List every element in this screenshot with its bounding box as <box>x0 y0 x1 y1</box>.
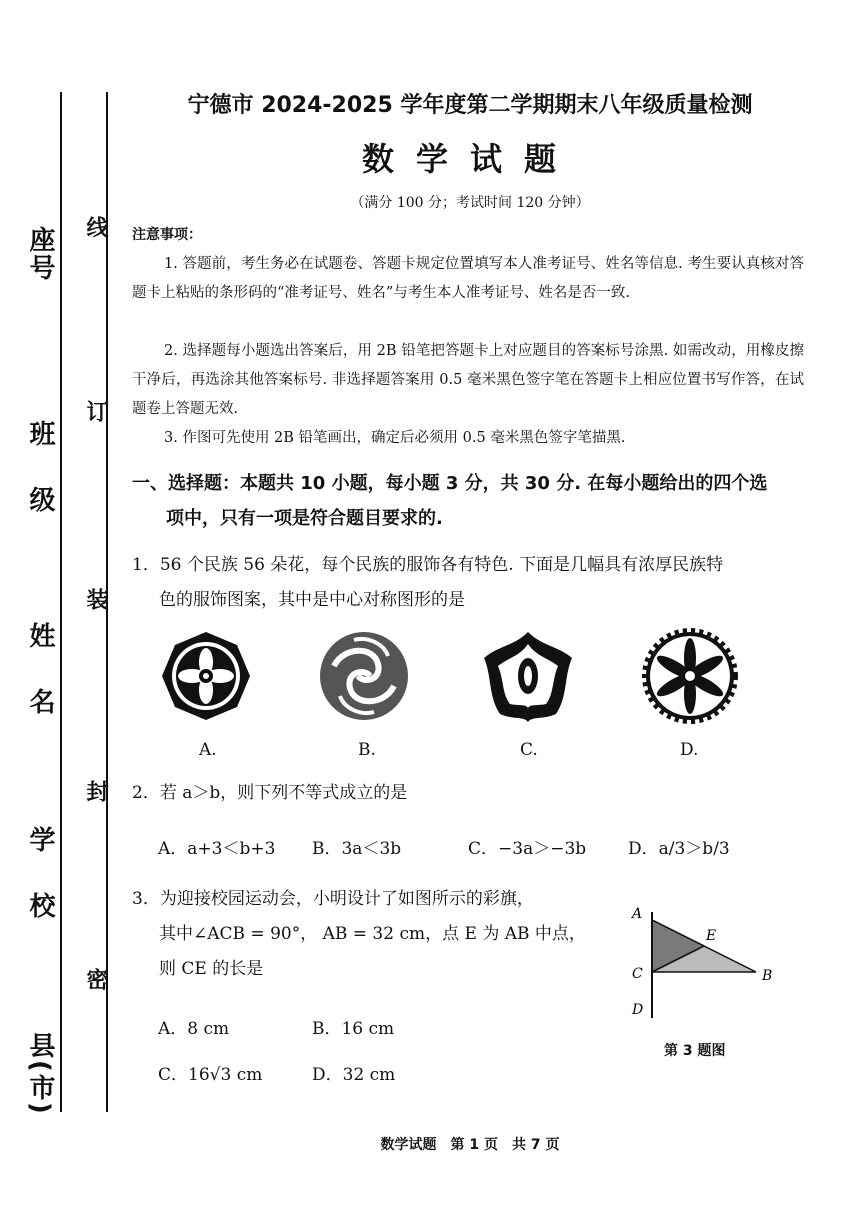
exam-title: 宁德市 2024-2025 学年度第二学期期末八年级质量检测 <box>187 93 753 118</box>
section-heading <box>132 466 804 536</box>
q2-option-b: B．3a＜3b <box>312 839 402 859</box>
pattern-d-icon <box>646 632 734 720</box>
section-heading-line1: 一、选择题：本题共 10 小题，每小题 3 分，共 30 分. 在每小题给出的四个选 <box>132 473 768 494</box>
q1-label-c: C. <box>520 740 538 760</box>
notice-item-2: 2. 选择题每小题选出答案后，用 2B 铅笔把答题卡上对应题目的答案标号涂黑. 如需改动，用橡皮擦干净后，再选涂其他答案标号. 非选择题答案用 0.5 毫米黑色签字笔在答题卡上相应位置书写作答，在试题卷上答题无效. <box>132 343 804 417</box>
seal-char-ding: 订 <box>83 400 108 422</box>
q2-option-d: D．a/3＞b/3 <box>628 839 730 859</box>
notice-heading: 注意事项： <box>132 227 202 243</box>
fig-point-d: D <box>632 1002 644 1018</box>
seal-char-xian: 线 <box>83 216 108 238</box>
question-3-figure <box>620 900 790 1030</box>
question-1-stem <box>132 548 802 618</box>
question-2-stem: 2．若 a＞b，则下列不等式成立的是 <box>132 783 408 803</box>
q3-option-a: A．8 cm <box>158 1019 230 1039</box>
question-3-stem <box>132 882 602 987</box>
subject-title: 数学试题 <box>361 140 578 178</box>
q1-label-b: B. <box>358 740 376 760</box>
field-name: 姓名 <box>25 622 55 754</box>
question-3-line3: 则 CE 的长是 <box>159 959 264 979</box>
question-1-line1: 1．56 个民族 56 朵花，每个民族的服饰各有特色. 下面是几幅具有浓厚民族特 <box>132 555 724 575</box>
q1-label-d: D. <box>680 740 699 760</box>
field-county: 县(市) <box>25 1032 55 1116</box>
pattern-c-icon <box>484 632 572 722</box>
page-footer: 数学试题 第 1 页 共 7 页 <box>380 1137 560 1153</box>
q3-option-d: D．32 cm <box>312 1065 396 1085</box>
field-seat-number: 座号 <box>25 226 55 282</box>
fig-point-c: C <box>632 966 643 982</box>
field-school: 学校 <box>25 826 55 958</box>
notice-item-1: 1. 答题前，考生务必在试题卷、答题卡规定位置填写本人准考证号、姓名等信息. 考生要认真核对答题卡上粘贴的条形码的“准考证号、姓名”与考生本人准考证号、姓名是否一致. <box>132 256 804 301</box>
q2-option-c: C．−3a＞−3b <box>468 839 587 859</box>
seal-char-mi: 密 <box>83 968 108 990</box>
question-1-line2: 色的服饰图案，其中是中心对称图形的是 <box>159 590 465 610</box>
q1-label-a: A. <box>199 740 217 760</box>
binding-line-outer <box>60 92 62 1112</box>
seal-char-feng: 封 <box>83 780 108 802</box>
pattern-b-icon <box>320 632 408 720</box>
field-class: 班级 <box>25 420 55 552</box>
q3-option-b: B．16 cm <box>312 1019 395 1039</box>
section-heading-line2: 项中，只有一项是符合题目要求的. <box>166 508 443 529</box>
figure-3-caption: 第 3 题图 <box>664 1043 726 1059</box>
score-line: （满分 100 分；考试时间 120 分钟） <box>350 195 590 211</box>
question-3-line2: 其中∠ACB = 90°， AB = 32 cm，点 E 为 AB 中点， <box>159 924 586 944</box>
notice-item-3: 3. 作图可先使用 2B 铅笔画出，确定后必须用 0.5 毫米黑色签字笔描黑. <box>164 430 626 446</box>
q3-option-c: C．16√3 cm <box>158 1065 263 1085</box>
question-1-patterns <box>150 628 750 728</box>
fig-point-e: E <box>706 928 717 944</box>
fig-point-a: A <box>632 906 643 922</box>
fig-point-b: B <box>762 968 773 984</box>
seal-char-zhuang: 装 <box>83 588 108 610</box>
pattern-a-icon <box>162 632 250 720</box>
q2-option-a: A．a+3＜b+3 <box>158 839 276 859</box>
question-3-line1: 3．为迎接校园运动会，小明设计了如图所示的彩旗， <box>132 889 534 909</box>
